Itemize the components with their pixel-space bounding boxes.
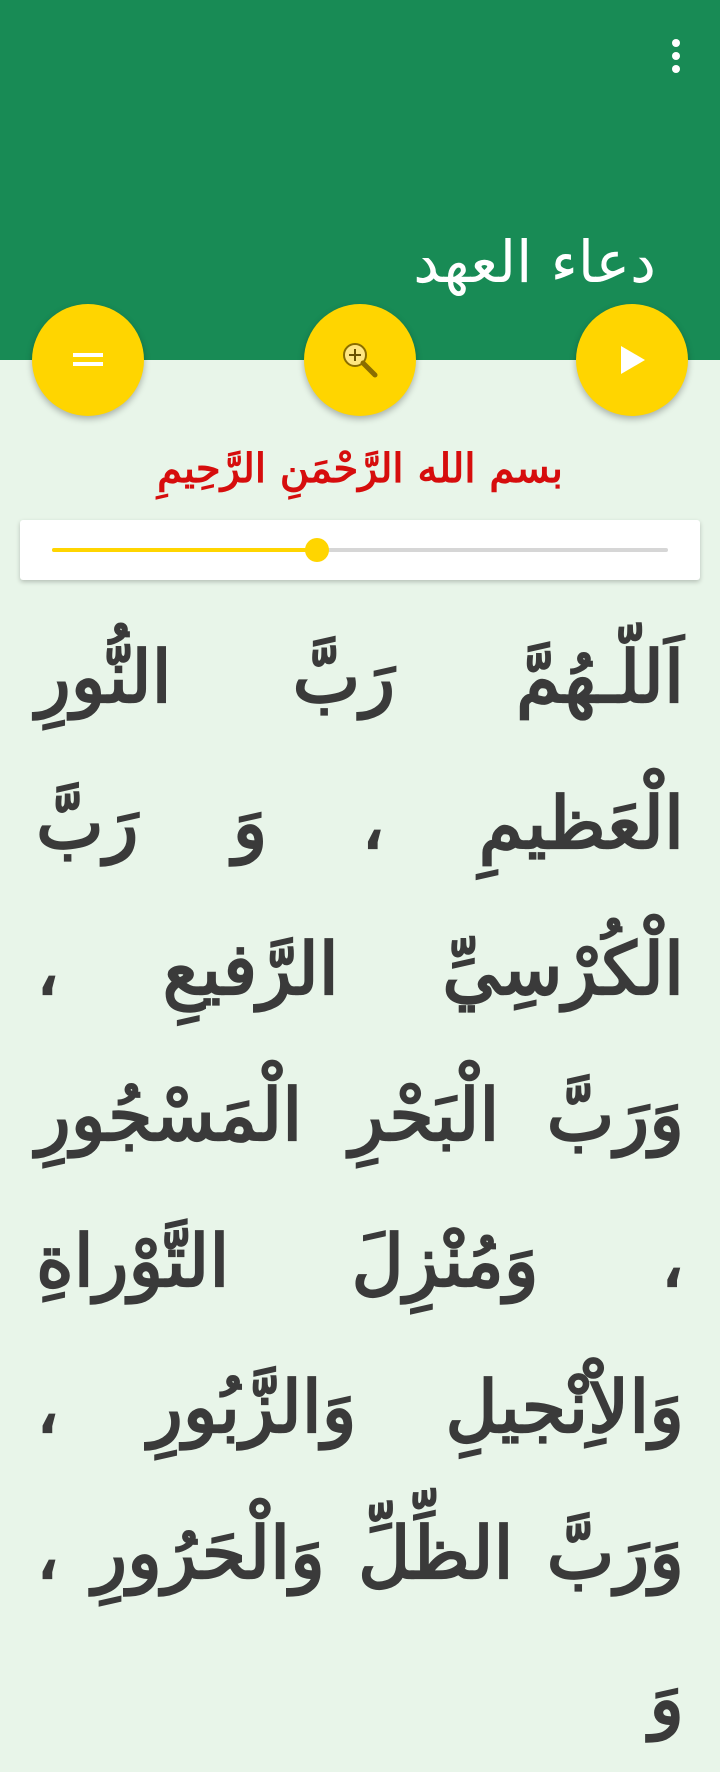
more-vert-icon[interactable] [656,30,696,82]
overflow-dot [672,52,680,60]
prayer-text: اَللّـهُمَّ رَبَّ النُّورِ الْعَظيمِ ، وَ رَبَّ الْكُرْسِيِّ الرَّفيعِ ، وَرَبَّ الْبَحْرِ الْمَسْجُورِ ، وَمُنْزِلَ التَّوْراةِ وَالاِْنْجيلِ وَالزَّبُورِ ، وَرَبَّ الظِّلِّ وَالْحَرُورِ ، وَ [36,634,684,1741]
zoom-in-icon [340,340,380,380]
play-button[interactable] [576,304,688,416]
hamburger-icon [70,342,106,378]
font-size-slider-card [20,520,700,580]
slider-thumb[interactable] [305,538,329,562]
zoom-button[interactable] [304,304,416,416]
overflow-dot [672,39,680,47]
overflow-dot [672,65,680,73]
play-icon [614,342,650,378]
page-title: دعاء العهد [413,228,656,296]
menu-button[interactable] [32,304,144,416]
slider-fill [52,548,317,552]
basmala: بسم الله الرَّحْمَنِ الرَّحِيمِ [157,445,563,492]
slider-track[interactable] [52,548,668,552]
